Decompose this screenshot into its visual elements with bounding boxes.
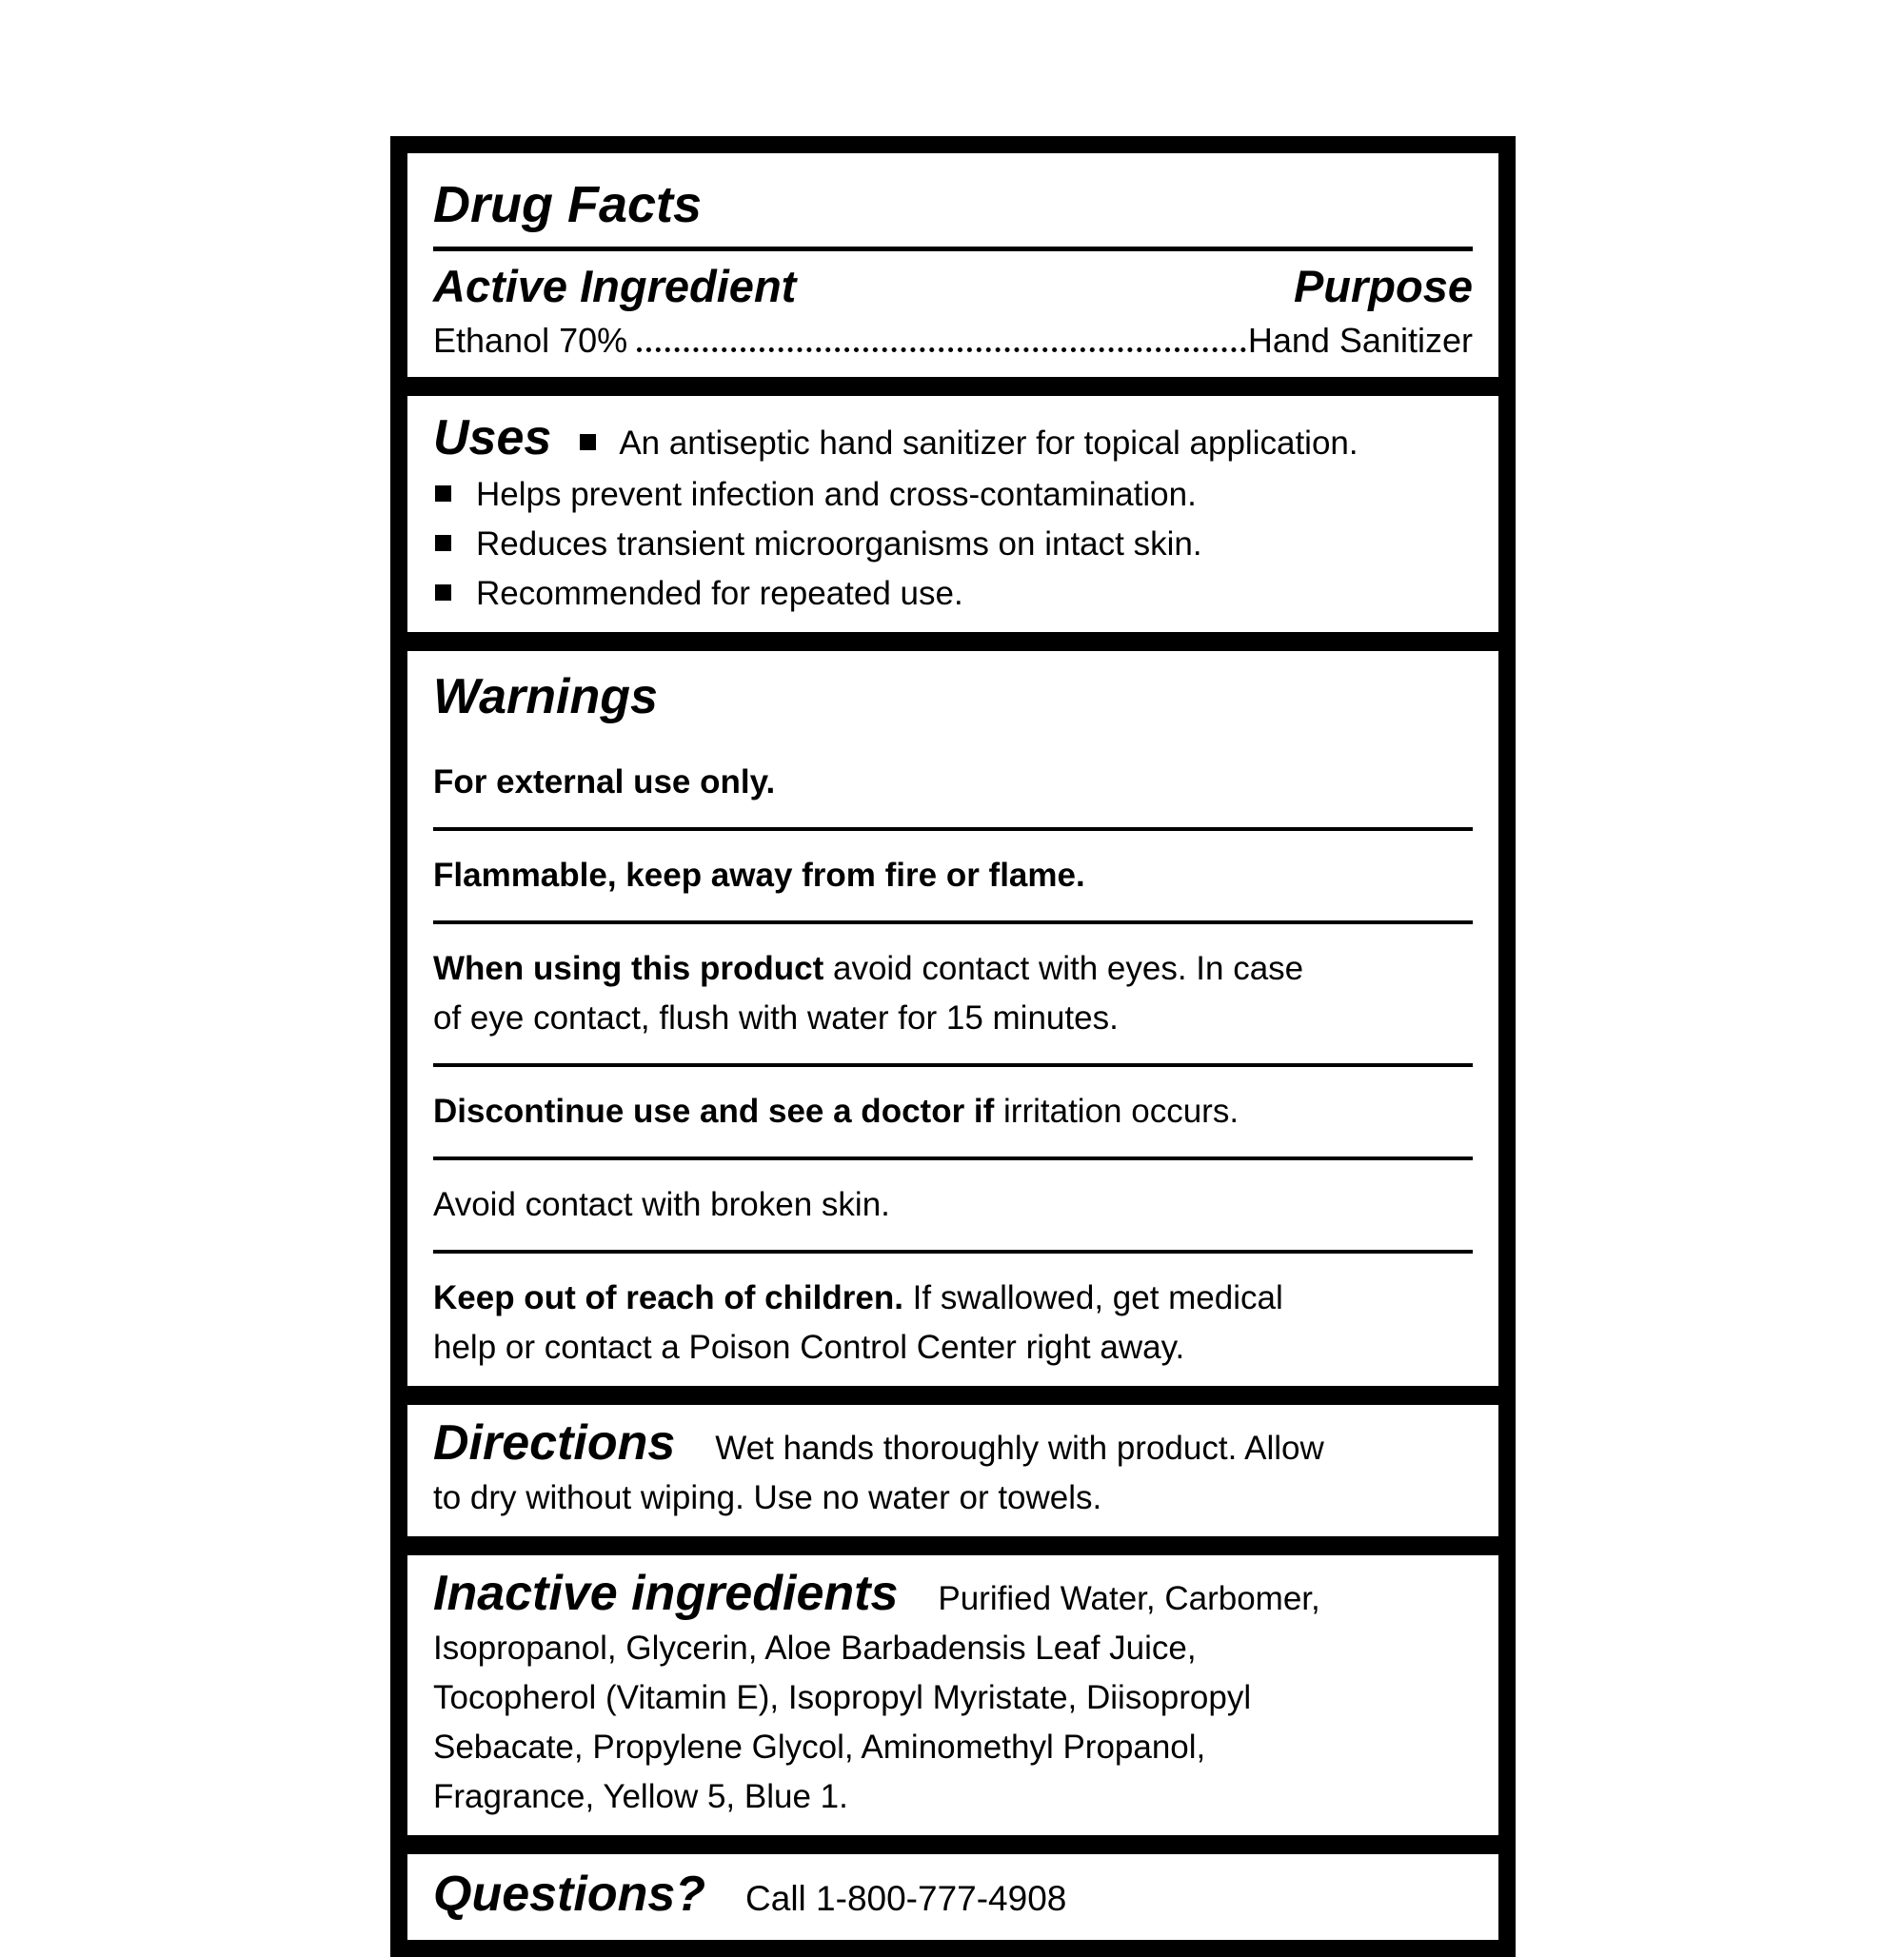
directions-line: to dry without wiping. Use no water or towels. [433, 1479, 1102, 1516]
inactive-line: Isopropanol, Glycerin, Aloe Barbadensis Leaf Juice, [433, 1630, 1197, 1667]
warning-item [433, 944, 1473, 1043]
directions-line: Wet hands thoroughly with product. Allow [715, 1430, 1324, 1467]
purpose-value: Hand Sanitizer [1247, 321, 1473, 360]
uses-heading: Uses [433, 410, 552, 465]
inactive-ingredients-text [433, 1566, 1473, 1822]
dot-leader [637, 347, 1246, 352]
inactive-line: Purified Water, Carbomer, [938, 1580, 1320, 1617]
warning-text: Avoid contact with broken skin. [433, 1186, 890, 1223]
warning-text: of eye contact, flush with water for 15 minutes. [433, 999, 1119, 1037]
section-warnings [407, 651, 1498, 1386]
warning-text: If swallowed, get medical [902, 1279, 1283, 1316]
purpose-heading: Purpose [1293, 261, 1473, 311]
bullet-square-icon [435, 584, 451, 601]
questions-phone: Call 1-800-777-4908 [745, 1879, 1067, 1918]
section-header [407, 153, 1498, 377]
warning-item [433, 851, 1473, 900]
warnings-heading: Warnings [433, 669, 658, 724]
warning-item [433, 1180, 1473, 1230]
warning-bold-text: For external use only. [433, 763, 776, 801]
warning-bold-text: Discontinue use and see a doctor if [433, 1093, 995, 1130]
inactive-ingredients-heading: Inactive ingredients [433, 1566, 899, 1621]
warning-divider [433, 1063, 1473, 1067]
section-questions [407, 1854, 1498, 1940]
section-inactive-ingredients [407, 1555, 1498, 1835]
directions-text [433, 1415, 1473, 1523]
active-ingredient-row [433, 318, 1473, 364]
warning-divider [433, 1250, 1473, 1254]
warning-divider [433, 1156, 1473, 1160]
questions-heading: Questions? [433, 1867, 706, 1922]
warning-bold-text: Keep out of reach of children. [433, 1279, 903, 1316]
questions-row [433, 1869, 1473, 1925]
warning-bold-text: Flammable, keep away from fire or flame. [433, 857, 1085, 894]
active-ingredient-heading: Active Ingredient [433, 261, 797, 311]
inactive-line: Tocopherol (Vitamin E), Isopropyl Myristate, Diisopropyl [433, 1679, 1252, 1716]
uses-line [433, 569, 1473, 619]
warning-text: avoid contact with eyes. In case [823, 950, 1304, 987]
bullet-square-icon [580, 434, 596, 450]
warning-divider [433, 827, 1473, 831]
column-headings-row [433, 261, 1473, 312]
inactive-line: Fragrance, Yellow 5, Blue 1. [433, 1778, 848, 1815]
uses-line [433, 470, 1473, 520]
bullet-square-icon [435, 485, 451, 502]
page-title: Drug Facts [433, 176, 703, 233]
uses-line [433, 410, 1473, 470]
uses-line [433, 520, 1473, 569]
warning-bold-text: When using this product [433, 950, 824, 987]
warning-text: help or contact a Poison Control Center right away. [433, 1329, 1185, 1366]
section-directions [407, 1405, 1498, 1536]
bullet-square-icon [435, 535, 451, 551]
warning-item [433, 758, 1473, 807]
warning-item [433, 1274, 1473, 1373]
uses-item-text: Recommended for repeated use. [476, 575, 963, 612]
warning-divider [433, 920, 1473, 924]
title-divider [433, 247, 1473, 251]
section-uses [407, 396, 1498, 632]
uses-item-text: An antiseptic hand sanitizer for topical application. [619, 425, 1359, 462]
inactive-line: Sebacate, Propylene Glycol, Aminomethyl Propanol, [433, 1729, 1206, 1766]
warning-text: irritation occurs. [994, 1093, 1240, 1130]
uses-item-text: Helps prevent infection and cross-contamination. [476, 476, 1197, 513]
drug-facts-label [390, 136, 1516, 1957]
active-ingredient-name: Ethanol 70% [433, 321, 628, 360]
directions-heading: Directions [433, 1415, 676, 1471]
warning-item [433, 1087, 1473, 1137]
uses-item-text: Reduces transient microorganisms on intact skin. [476, 525, 1202, 563]
